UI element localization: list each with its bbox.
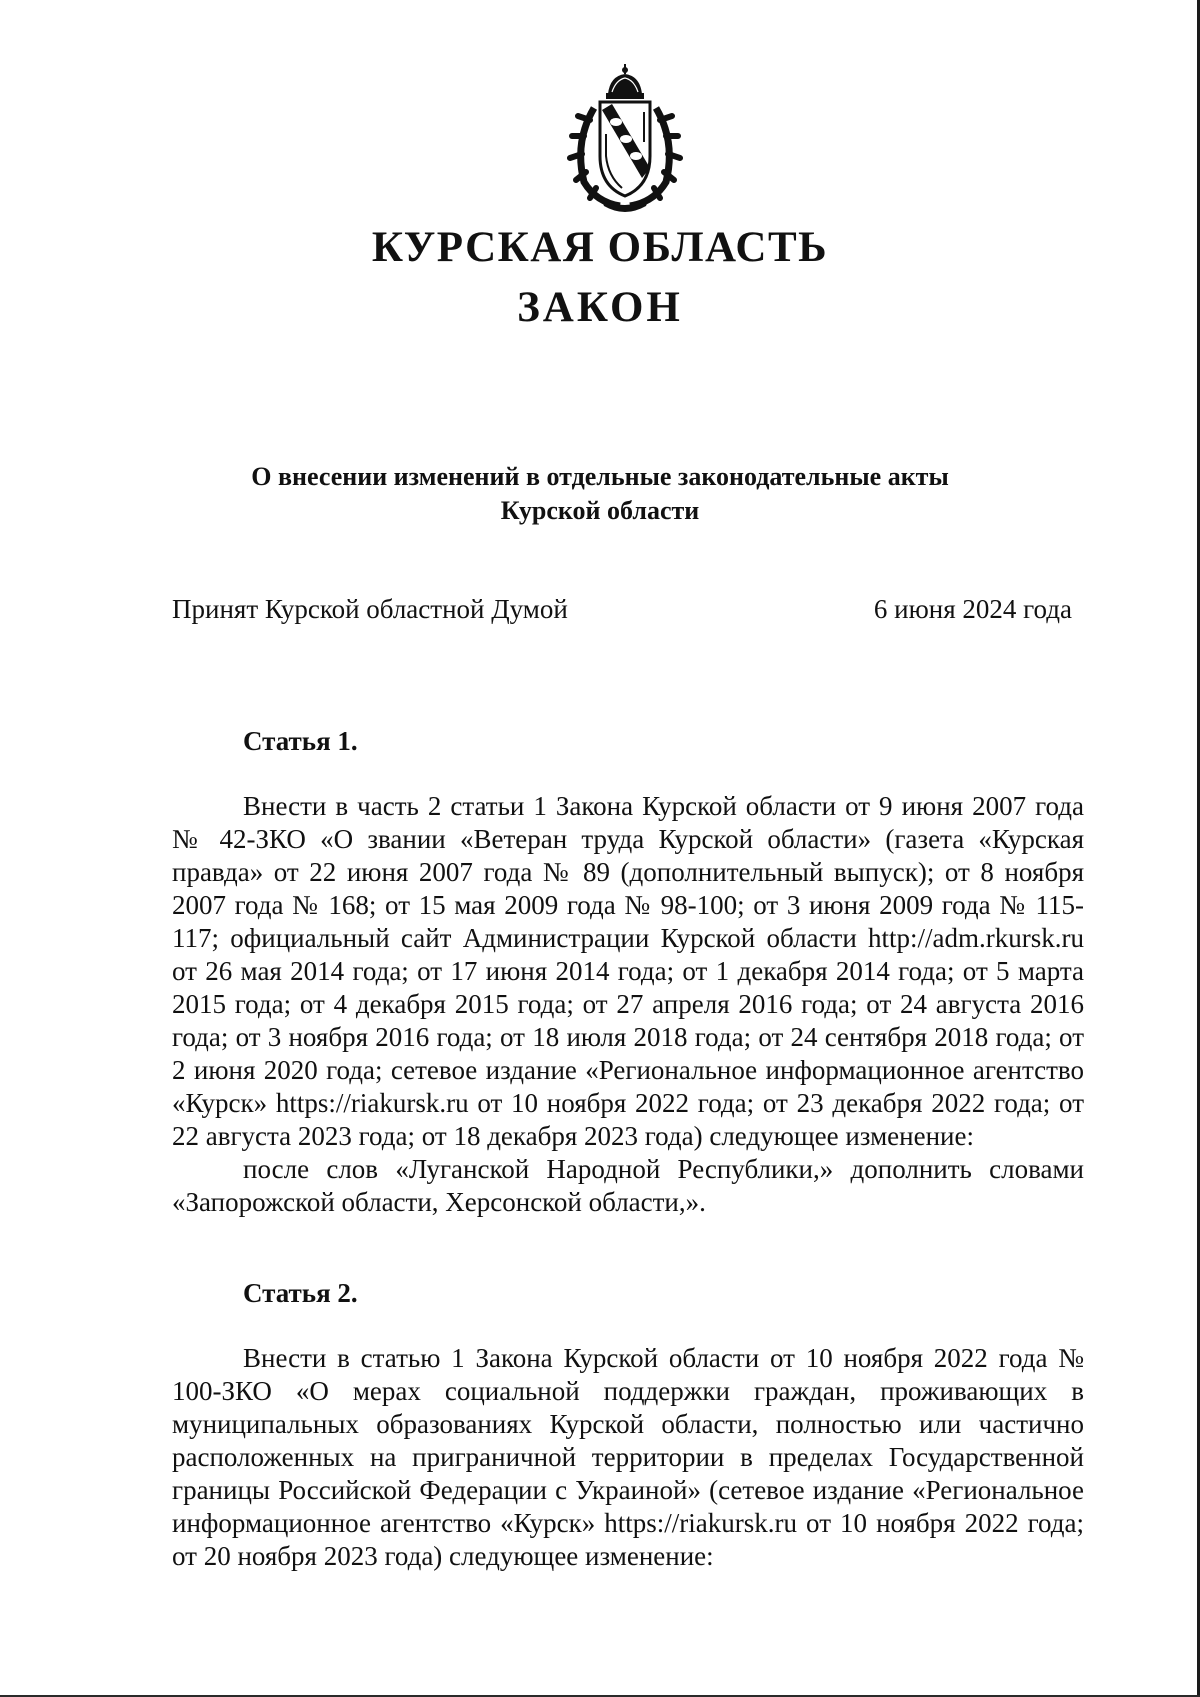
kursk-coat-of-arms-icon [560, 64, 690, 214]
region-title: КУРСКАЯ ОБЛАСТЬ [371, 224, 829, 271]
article-1-paragraph: после слов «Луганской Народной Республики,» дополнить словами «Запорожской области, Херсонской области,». [172, 1154, 1084, 1217]
adopted-date-text: 6 июня 2024 года [873, 594, 1072, 624]
document-type-title: ЗАКОН [517, 284, 683, 331]
document-title [0, 460, 1200, 528]
article-2-title: Статья 2. [243, 1278, 358, 1308]
article-1-paragraph: Внести в часть 2 статьи 1 Закона Курской области от 9 июня 2007 года № 42-ЗКО «О звании «Ветеран труда Курской области» (газета «Курская правда» от 22 июня 2007 года № 89 (дополнительный выпуск); от 8 ноября 2007 года № 168; от 15 мая 2009 года № 98-100; от 3 июня 2009 года № 115-117; официальный сайт Администрации Курской области http://adm.rkursk.ru от 26 мая 2014 года; от 17 июня 2014 года; от 1 декабря 2014 года; от 5 марта 2015 года; от 4 декабря 2015 года; от 27 апреля 2016 года; от 24 августа 2016 года; от 3 ноября 2016 года; от 18 июля 2018 года; от 24 сентября 2018 года; от 2 июня 2020 года; сетевое издание «Региональное информационное агентство «Курск» https://riakursk.ru от 10 ноября 2022 года; от 23 декабря 2022 года; от 22 августа 2023 года; от 18 декабря 2023 года) следующее изменение: [172, 791, 1084, 1151]
adopted-by-text: Принят Курской областной Думой [172, 594, 568, 624]
article-2-body [172, 1342, 1084, 1573]
article-1-title: Статья 1. [243, 726, 358, 756]
document-title-line: Курской области [500, 496, 700, 525]
adoption-line [172, 592, 1072, 626]
document-title-line: О внесении изменений в отдельные законодательные акты [251, 462, 949, 491]
article-2-paragraph: Внести в статью 1 Закона Курской области от 10 ноября 2022 года № 100-ЗКО «О мерах социальной поддержки граждан, проживающих в муниципальных образованиях Курской области, полностью или частично расположенных на приграничной территории в пределах Государственной границы Российской Федерации с Украиной» (сетевое издание «Региональное информационное агентство «Курск» https://riakursk.ru от 10 ноября 2022 года; от 20 ноября 2023 года) следующее изменение: [172, 1343, 1084, 1571]
article-1-body [172, 790, 1084, 1219]
